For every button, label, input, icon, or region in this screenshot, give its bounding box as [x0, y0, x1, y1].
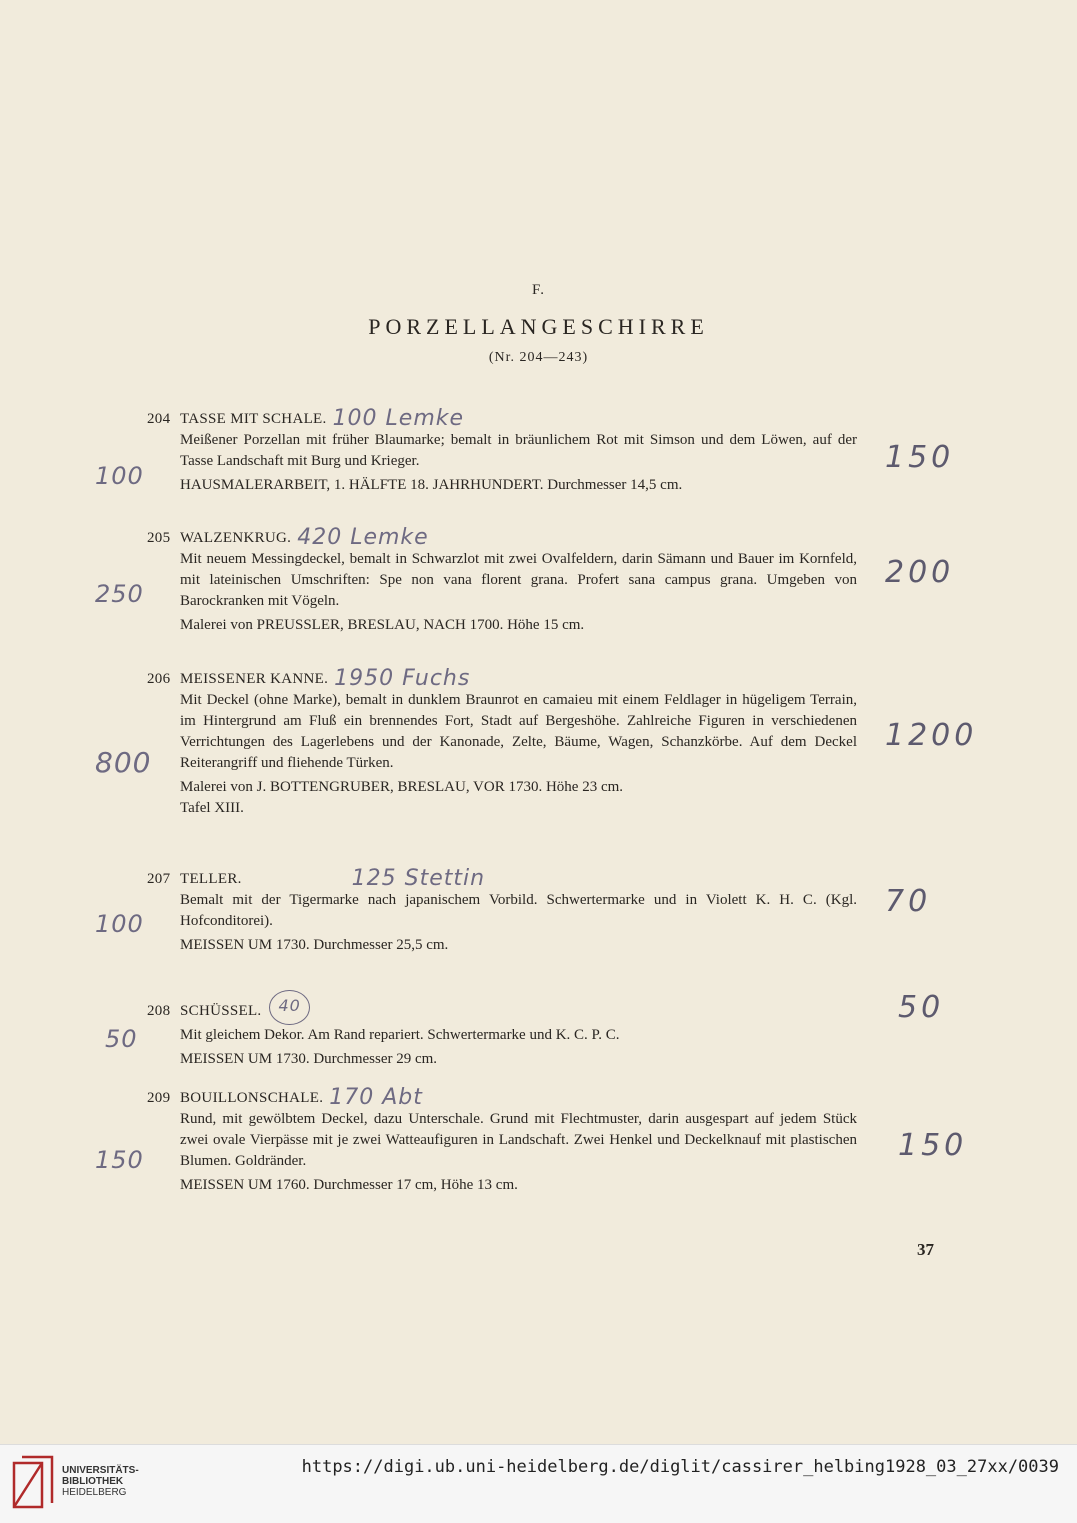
entry-title: WALZENKRUG.: [180, 530, 292, 546]
entry-description: Bemalt mit der Tigermarke nach japanischem Vorbild. Schwertermarke und in Violett K. H. C. (Kgl. Hofconditorei).: [180, 892, 857, 929]
entry-number: 204: [147, 411, 171, 427]
institution-line: UNIVERSITÄTS-: [62, 1465, 139, 1476]
entry-number: 205: [147, 530, 171, 546]
entry-title: SCHÜSSEL.: [180, 1003, 262, 1019]
permalink-url[interactable]: https://digi.ub.uni-heidelberg.de/diglit/cassirer_helbing1928_03_27xx/0039: [301, 1457, 1059, 1477]
catalog-entry-204: [147, 408, 857, 496]
handwritten-annotation: 170 Abt: [329, 1085, 423, 1110]
entry-origin: HAUSMALERARBEIT, 1. HÄLFTE 18. JAHRHUNDERT. Durchmesser 14,5 cm.: [180, 477, 683, 493]
entry-number: 206: [147, 671, 171, 687]
entry-description: Mit neuem Messingdeckel, bemalt in Schwarzlot mit zwei Ovalfeldern, darin Sämann und Bauer im Kornfeld, mit lateinischen Umschriften: Spe non vana florent grana. Profert sana campus grana. Umgeben von Barockranken mit Vögeln.: [180, 551, 857, 609]
entry-title: TELLER.: [180, 871, 242, 887]
catalog-entry-208: [147, 990, 857, 1070]
entry-origin: Malerei von PREUSSLER, BRESLAU, NACH 1700. Höhe 15 cm.: [180, 617, 585, 633]
entry-heading: [147, 1087, 857, 1109]
entry-heading: [147, 527, 857, 549]
right-margin-note: 200: [885, 555, 955, 590]
catalog-entry-205: [147, 527, 857, 636]
entry-number: 207: [147, 871, 171, 887]
left-margin-note: 100: [95, 910, 144, 938]
right-margin-note: 70: [885, 884, 932, 919]
entry-heading: [147, 868, 857, 890]
entry-origin: MEISSEN UM 1730. Durchmesser 29 cm.: [180, 1051, 438, 1067]
entry-description: Mit gleichem Dekor. Am Rand repariert. Schwertermarke und K. C. P. C.: [180, 1027, 620, 1043]
entry-title: TASSE MIT SCHALE.: [180, 411, 327, 427]
right-margin-note: 50: [898, 990, 945, 1025]
left-margin-note: 100: [95, 462, 144, 490]
handwritten-annotation: 1950 Fuchs: [334, 666, 471, 691]
university-library-logo-icon: [12, 1455, 58, 1513]
entry-title: MEISSENER KANNE.: [180, 671, 329, 687]
entry-heading: [147, 990, 857, 1025]
entry-heading: [147, 408, 857, 430]
left-margin-note: 150: [95, 1146, 144, 1174]
catalog-entry-206: [147, 668, 857, 819]
entry-description: Meißener Porzellan mit früher Blaumarke; bemalt in bräunlichem Rot mit Simson und dem Löwen, auf der Tasse Landschaft mit Burg und Krieger.: [180, 432, 857, 469]
catalog-entry-207: [147, 868, 857, 956]
entry-number: 208: [147, 1003, 171, 1019]
entry-plate-reference: Tafel XIII.: [180, 800, 244, 816]
entry-title: BOUILLONSCHALE.: [180, 1090, 324, 1106]
handwritten-annotation: 40: [269, 990, 309, 1025]
handwritten-annotation: 125 Stettin: [351, 866, 486, 891]
catalog-entry-209: [147, 1087, 857, 1196]
viewer-footer: [0, 1444, 1077, 1523]
section-range: (Nr. 204—243): [488, 350, 589, 365]
entry-description: Rund, mit gewölbtem Deckel, dazu Unterschale. Grund mit Flechtmuster, darin ausgespart auf jedem Stück zwei ovale Vierpässe mit je zwei Watteaufiguren in Landschaft. Zwei Henkel und Deckelknauf mit plastischen Blumen. Goldränder.: [180, 1111, 857, 1169]
left-margin-note: 50: [105, 1025, 138, 1053]
left-margin-note: 250: [95, 580, 144, 608]
section-letter: F.: [532, 282, 545, 298]
handwritten-annotation: 100 Lemke: [332, 406, 465, 431]
right-margin-note: 150: [885, 440, 955, 475]
page-number: 37: [917, 1240, 934, 1259]
entry-origin: MEISSEN UM 1730. Durchmesser 25,5 cm.: [180, 937, 449, 953]
entry-description: Mit Deckel (ohne Marke), bemalt in dunklem Braunrot en camaieu mit einem Feldlager in hügeligem Terrain, im Hintergrund am Fluß ein brennendes Fort, Stadt auf Bergeshöhe. Zahlreiche Figuren in verschiedenen Verrichtungen des Lagerlebens und der Kanonade, Zelte, Bäume, Wagen, Schanzkörbe. Auf dem Deckel Reiterangriff und fliehende Türken.: [180, 692, 857, 771]
institution-line: BIBLIOTHEK: [62, 1476, 124, 1487]
entry-heading: [147, 668, 857, 690]
institution-line: HEIDELBERG: [62, 1487, 127, 1498]
section-title: PORZELLANGESCHIRRE: [368, 314, 709, 339]
right-margin-note: 150: [898, 1128, 968, 1163]
right-margin-note: 1200: [885, 718, 978, 753]
entry-origin: MEISSEN UM 1760. Durchmesser 17 cm, Höhe 13 cm.: [180, 1177, 518, 1193]
entry-origin: Malerei von J. BOTTENGRUBER, BRESLAU, VOR 1730. Höhe 23 cm.: [180, 779, 624, 795]
entry-number: 209: [147, 1090, 171, 1106]
institution-name: [62, 1465, 139, 1498]
handwritten-annotation: 420 Lemke: [297, 525, 429, 550]
left-margin-note: 800: [95, 746, 152, 779]
